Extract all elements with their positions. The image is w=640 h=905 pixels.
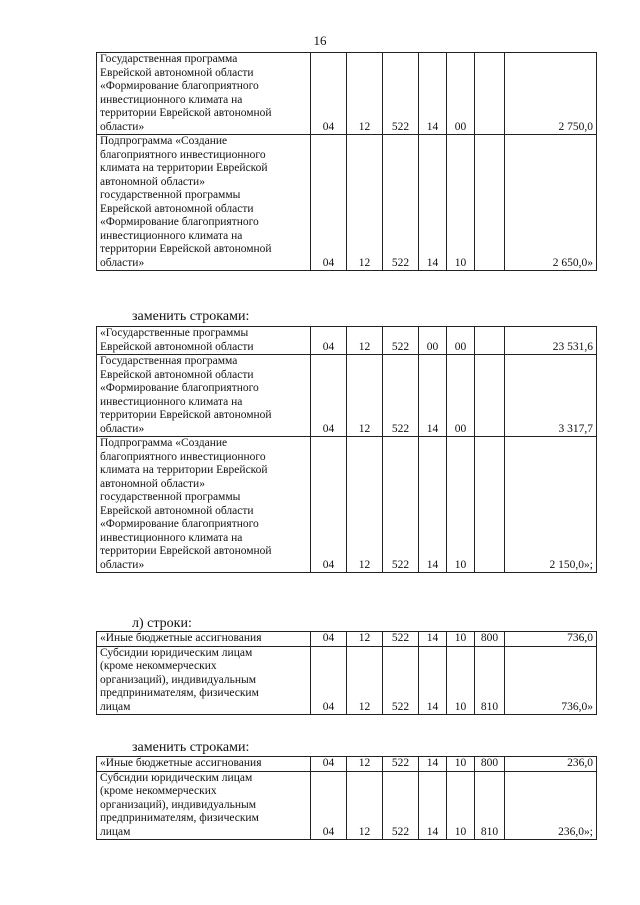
code-target-3: 10 [447, 646, 475, 715]
code-target-3: 00 [447, 355, 475, 437]
code-target-3: 10 [447, 632, 475, 647]
row-name: Подпрограмма «Создание благоприятного инвестиционного климата на территории Еврейской автономной области» государственной программы Еврейской автономной области «Формирование благоприятного инвестиционного климата на территории Еврейской автономной области» [97, 135, 311, 271]
budget-table-original-2 [96, 631, 597, 715]
code-target-2: 14 [419, 757, 447, 772]
code-podrazdel: 12 [347, 632, 383, 647]
code-podrazdel: 12 [347, 771, 383, 840]
table-row [97, 632, 597, 647]
amount: 736,0» [505, 646, 597, 715]
row-name: Государственная программа Еврейской автономной области «Формирование благоприятного инвестиционного климата на территории Еврейской автономной области» [97, 53, 311, 135]
row-name: Субсидии юридическим лицам (кроме некоммерческих организаций), индивидуальным предпринимателям, физическим лицам [97, 646, 311, 715]
table-row [97, 53, 597, 135]
table-row [97, 771, 597, 840]
code-target-1: 522 [383, 757, 419, 772]
code-target-1: 522 [383, 437, 419, 573]
code-target-3: 10 [447, 437, 475, 573]
row-name: «Иные бюджетные ассигнования [97, 632, 311, 647]
code-razdel: 04 [311, 646, 347, 715]
code-vid-rashodov: 800 [475, 757, 505, 772]
row-name: «Государственные программы Еврейской автономной области [97, 327, 311, 355]
code-razdel: 04 [311, 632, 347, 647]
code-target-3: 10 [447, 771, 475, 840]
code-podrazdel: 12 [347, 646, 383, 715]
code-vid-rashodov [475, 355, 505, 437]
table-row [97, 757, 597, 772]
code-target-3: 00 [447, 53, 475, 135]
code-target-2: 14 [419, 135, 447, 271]
code-razdel: 04 [311, 771, 347, 840]
code-podrazdel: 12 [347, 757, 383, 772]
section-intro: заменить строками: [132, 740, 250, 755]
code-target-2: 14 [419, 646, 447, 715]
code-target-1: 522 [383, 327, 419, 355]
code-podrazdel: 12 [347, 327, 383, 355]
table-row [97, 646, 597, 715]
code-target-1: 522 [383, 355, 419, 437]
page-number: 16 [313, 33, 327, 48]
row-name: Государственная программа Еврейской автономной области «Формирование благоприятного инвестиционного климата на территории Еврейской автономной области» [97, 355, 311, 437]
code-razdel: 04 [311, 135, 347, 271]
section-intro: заменить строками: [132, 309, 250, 324]
code-target-1: 522 [383, 632, 419, 647]
section-intro: л) строки: [132, 616, 192, 631]
table-row [97, 327, 597, 355]
code-target-2: 00 [419, 327, 447, 355]
code-razdel: 04 [311, 53, 347, 135]
code-target-3: 10 [447, 757, 475, 772]
code-target-2: 14 [419, 771, 447, 840]
code-target-2: 14 [419, 437, 447, 573]
code-vid-rashodov [475, 135, 505, 271]
amount: 236,0»; [505, 771, 597, 840]
code-target-3: 10 [447, 135, 475, 271]
code-vid-rashodov: 800 [475, 632, 505, 647]
budget-table-original-1 [96, 52, 597, 271]
code-target-3: 00 [447, 327, 475, 355]
code-vid-rashodov: 810 [475, 771, 505, 840]
code-target-2: 14 [419, 53, 447, 135]
code-vid-rashodov [475, 327, 505, 355]
code-podrazdel: 12 [347, 53, 383, 135]
code-razdel: 04 [311, 327, 347, 355]
row-name: «Иные бюджетные ассигнования [97, 757, 311, 772]
table-row [97, 437, 597, 573]
row-name: Субсидии юридическим лицам (кроме некоммерческих организаций), индивидуальным предпринимателям, физическим лицам [97, 771, 311, 840]
code-vid-rashodov: 810 [475, 646, 505, 715]
table-row [97, 135, 597, 271]
code-razdel: 04 [311, 355, 347, 437]
amount: 3 317,7 [505, 355, 597, 437]
amount: 2 750,0 [505, 53, 597, 135]
code-podrazdel: 12 [347, 135, 383, 271]
amount: 736,0 [505, 632, 597, 647]
amount: 2 150,0»; [505, 437, 597, 573]
code-target-1: 522 [383, 646, 419, 715]
code-razdel: 04 [311, 437, 347, 573]
code-target-2: 14 [419, 355, 447, 437]
code-podrazdel: 12 [347, 437, 383, 573]
amount: 236,0 [505, 757, 597, 772]
row-name: Подпрограмма «Создание благоприятного инвестиционного климата на территории Еврейской автономной области» государственной программы Еврейской автономной области «Формирование благоприятного инвестиционного климата на территории Еврейской автономной области» [97, 437, 311, 573]
code-vid-rashodov [475, 437, 505, 573]
code-target-1: 522 [383, 53, 419, 135]
budget-table-replacement-1 [96, 326, 597, 573]
amount: 2 650,0» [505, 135, 597, 271]
table-row [97, 355, 597, 437]
code-vid-rashodov [475, 53, 505, 135]
code-target-1: 522 [383, 771, 419, 840]
budget-table-replacement-2 [96, 756, 597, 840]
amount: 23 531,6 [505, 327, 597, 355]
code-podrazdel: 12 [347, 355, 383, 437]
code-target-1: 522 [383, 135, 419, 271]
code-razdel: 04 [311, 757, 347, 772]
code-target-2: 14 [419, 632, 447, 647]
